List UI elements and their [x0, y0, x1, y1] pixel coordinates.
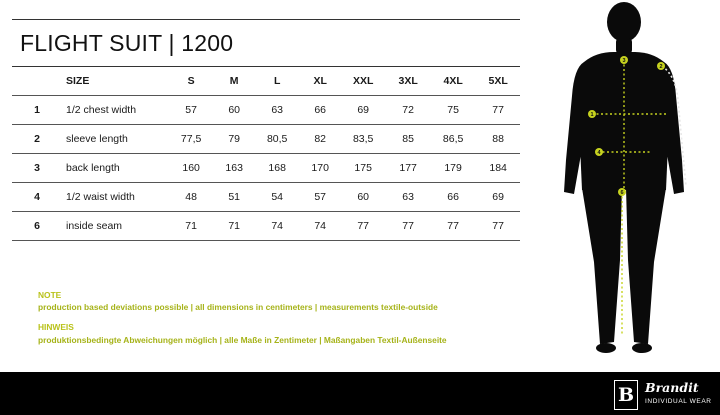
brand-name: Brandit	[645, 380, 699, 395]
table-row	[12, 183, 520, 212]
cell: 69	[357, 104, 370, 116]
cell: 77	[357, 220, 370, 232]
notes-block	[38, 289, 447, 346]
marker-label-6: 6	[620, 190, 624, 196]
marker-label-4: 4	[597, 150, 601, 156]
size-col: 3XL	[398, 75, 418, 87]
size-col: 4XL	[443, 75, 463, 87]
note-heading: NOTE	[38, 290, 62, 300]
cell: 51	[228, 191, 240, 203]
cell: 48	[185, 191, 197, 203]
top-rule	[12, 19, 520, 20]
cell: 175	[354, 162, 372, 174]
row-number: 2	[34, 133, 40, 145]
row-label: 1/2 waist width	[66, 191, 135, 203]
table-row	[12, 212, 520, 241]
cell: 86,5	[442, 133, 464, 145]
page-title: FLIGHT SUIT | 1200	[20, 30, 234, 56]
cell: 63	[271, 104, 283, 116]
cell: 54	[271, 191, 283, 203]
cell: 60	[228, 104, 240, 116]
marker-label-1: 1	[590, 112, 594, 118]
note-text: production based deviations possible | all dimensions in centimeters | measurements textile-outside	[38, 302, 438, 313]
cell: 57	[314, 191, 327, 203]
body-silhouette-figure	[548, 0, 720, 372]
row-number: 6	[34, 220, 40, 232]
size-col: XXL	[352, 75, 374, 87]
marker-label-3: 3	[622, 58, 626, 64]
cell: 79	[228, 133, 240, 145]
size-col: L	[273, 75, 281, 87]
cell: 63	[402, 191, 414, 203]
cell: 168	[268, 162, 286, 174]
cell: 66	[447, 191, 459, 203]
cell: 74	[271, 220, 283, 232]
header-size-label: SIZE	[66, 75, 90, 87]
brand-tagline: INDIVIDUAL WEAR	[645, 398, 712, 405]
cell: 170	[311, 162, 329, 174]
cell: 163	[225, 162, 243, 174]
cell: 85	[402, 133, 414, 145]
cell: 160	[182, 162, 200, 174]
size-col: 5XL	[488, 75, 508, 87]
cell: 179	[444, 162, 462, 174]
size-col: M	[229, 75, 239, 87]
row-number: 1	[34, 104, 40, 116]
brand-logo: B	[614, 380, 638, 410]
row-label: sleeve length	[66, 133, 128, 145]
table-header-row	[12, 67, 520, 96]
cell: 71	[228, 220, 240, 232]
cell: 77	[492, 104, 504, 116]
cell: 69	[492, 191, 504, 203]
cell: 82	[314, 133, 327, 145]
cell: 77	[447, 220, 459, 232]
cell: 88	[492, 133, 504, 145]
cell: 72	[402, 104, 414, 116]
row-number: 3	[34, 162, 40, 174]
cell: 74	[314, 220, 327, 232]
cell: 57	[185, 104, 197, 116]
row-label: 1/2 chest width	[66, 104, 137, 116]
cell: 77	[492, 220, 504, 232]
cell: 77	[402, 220, 414, 232]
footer-bar	[0, 372, 720, 415]
cell: 66	[314, 104, 327, 116]
cell: 77,5	[180, 133, 202, 145]
cell: 184	[489, 162, 507, 174]
size-col: S	[187, 75, 195, 87]
cell: 75	[447, 104, 459, 116]
cell: 71	[185, 220, 197, 232]
cell: 83,5	[352, 133, 374, 145]
hinweis-text: produktionsbedingte Abweichungen möglich | alle Maße in Zentimeter | Maßangaben Textil-Außenseite	[38, 334, 447, 345]
size-col: XL	[313, 75, 327, 87]
table-row	[12, 154, 520, 183]
cell: 60	[357, 191, 370, 203]
table-row	[12, 96, 520, 125]
hinweis-heading: HINWEIS	[38, 322, 74, 333]
row-label: inside seam	[66, 220, 123, 232]
marker-label-2: 2	[659, 64, 663, 70]
header-num	[12, 67, 62, 96]
table-row	[12, 125, 520, 154]
cell: 80,5	[266, 133, 288, 145]
size-table	[12, 67, 520, 241]
row-number: 4	[34, 191, 40, 203]
cell: 177	[399, 162, 417, 174]
row-label: back length	[66, 162, 120, 174]
